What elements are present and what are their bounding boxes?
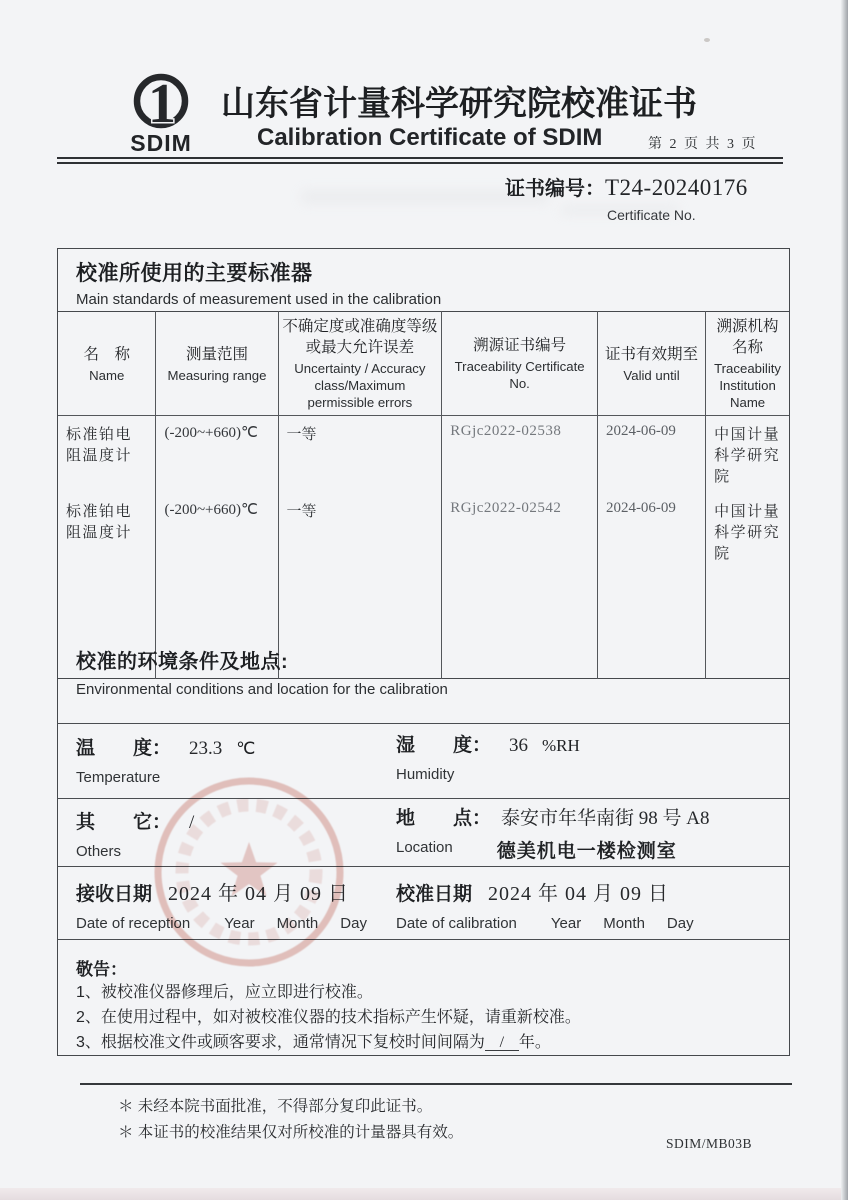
certificate-number-label: 证书编号： [505,178,605,200]
standards-table [58,311,789,679]
others-label-en: Others [76,843,122,860]
col-header-name: 名 称 Name [58,312,156,416]
sdim-logo [126,72,196,157]
temperature-unit: ℃ [236,739,256,758]
section-divider [57,798,790,799]
notice-item-1: 1、被校准仪器修理后，应立即进行校准。 [76,984,373,1001]
cell-grade: 一等 [278,416,442,494]
sdim-logo-icon [129,72,193,134]
notice-item-2: 2、在使用过程中，如对被校准仪器的技术指标产生怀疑，请重新校准。 [76,1009,581,1026]
recalibration-interval-blank: / [485,1035,519,1051]
cell-name: 标准铂电阻温度计 [66,426,133,464]
humidity-field [396,730,580,783]
others-value: / [189,812,195,833]
temperature-field [76,733,255,786]
table-row [58,416,789,494]
humidity-label-cn: 湿 度： [396,735,492,756]
col-header-institution: 溯源机构名称 Traceability Institution Name [706,312,789,416]
location-value-line1: 泰安市年华南街 98 号 A8 [501,808,710,829]
header-divider [57,157,783,164]
form-code: SDIM/MB03B [666,1136,753,1151]
logo-label: SDIM [130,130,192,156]
standards-section-title-cn: 校准所使用的主要标准器 [76,262,313,285]
unit-day: Day [666,915,694,932]
notice-title: 敬告： [76,960,127,979]
section-divider [57,866,790,867]
reception-date-value: 2024 年 04 月 09 日 [168,883,350,905]
humidity-label-en: Humidity [396,766,455,783]
calibration-date-field [396,877,694,932]
unit-month: Month [276,915,319,932]
standards-section-title-en: Main standards of measurement used in the calibration [76,291,442,308]
certificate-number [505,172,748,201]
table-row [58,493,789,570]
others-label-cn: 其 它： [76,812,172,833]
location-field [396,803,710,863]
humidity-value: 36 [509,735,529,756]
col-header-uncertainty: 不确定度或准确度等级或最大允许误差 Uncertainty / Accuracy class/Maximum permissible errors [278,312,442,416]
temperature-label-cn: 温 度： [76,738,172,759]
standards-table-header-row [58,312,789,416]
environment-section-title-cn: 校准的环境条件及地点: [76,651,289,673]
reception-date-label-en: Date of reception [76,915,191,932]
page-number: 第 2 页 共 3 页 [648,137,758,152]
calibration-date-value: 2024 年 04 月 09 日 [488,883,670,905]
cell-institution: 中国计量科学研究院 [706,493,789,570]
unit-day: Day [340,915,367,932]
section-divider [57,723,790,724]
cell-name: 标准铂电阻温度计 [66,503,133,541]
calibration-date-label-en: Date of calibration [396,915,517,932]
unit-month: Month [603,915,645,932]
scan-edge-bottom [0,1188,848,1200]
temperature-label-en: Temperature [76,769,161,786]
certificate-number-sublabel: Certificate No. [607,207,696,223]
cell-institution: 中国计量科学研究院 [706,416,789,494]
footer-notes [118,1094,463,1146]
certificate-title-cn: 山东省计量科学研究院校准证书 [221,86,697,123]
location-value-line2: 德美机电一楼检测室 [496,841,677,862]
temperature-value: 23.3 [189,738,223,759]
unit-year: Year [550,915,582,932]
footer-divider [80,1083,792,1085]
reception-date-label-cn: 接收日期 [76,884,153,905]
col-header-traceability-cert: 溯源证书编号 Traceability Certificate No. [442,312,598,416]
cell-cert-no: RGjc2022-02542 [442,493,598,570]
cell-valid-until: 2024-06-09 [597,493,705,570]
footer-note-2: ＊ 本证书的校准结果仅对所校准的计量器具有效。 [118,1124,464,1141]
svg-text:1: 1 [148,73,176,134]
notice-item-3: 3、根据校准文件或顾客要求，通常情况下复校时间间隔为 / 年。 [76,1034,551,1051]
unit-year: Year [224,915,255,932]
section-divider [57,939,790,940]
cell-range: (-200~+660)℃ [156,416,278,494]
cell-cert-no: RGjc2022-02538 [442,416,598,494]
main-content-box [57,248,790,1056]
cell-valid-until: 2024-06-09 [597,416,705,494]
cell-grade: 一等 [278,493,442,570]
humidity-unit: %RH [542,736,580,755]
location-label-cn: 地 点： [396,808,492,829]
location-label-en: Location [396,839,453,856]
environment-section-title-en: Environmental conditions and location for the calibration [76,681,448,698]
certificate-title-en: Calibration Certificate of SDIM [257,124,603,151]
notice-section [76,955,581,1055]
col-header-valid-until: 证书有效期至 Valid until [597,312,705,416]
calibration-date-label-cn: 校准日期 [396,884,473,905]
col-header-range: 测量范围 Measuring range [156,312,278,416]
cell-range: (-200~+660)℃ [156,493,278,570]
footer-note-1: ＊ 未经本院书面批准，不得部分复印此证书。 [118,1098,433,1115]
others-field [76,807,194,860]
reception-date-field [76,877,367,932]
scan-edge-right [841,0,848,1200]
certificate-number-value: T24-20240176 [605,175,748,200]
scan-speck [704,38,710,42]
